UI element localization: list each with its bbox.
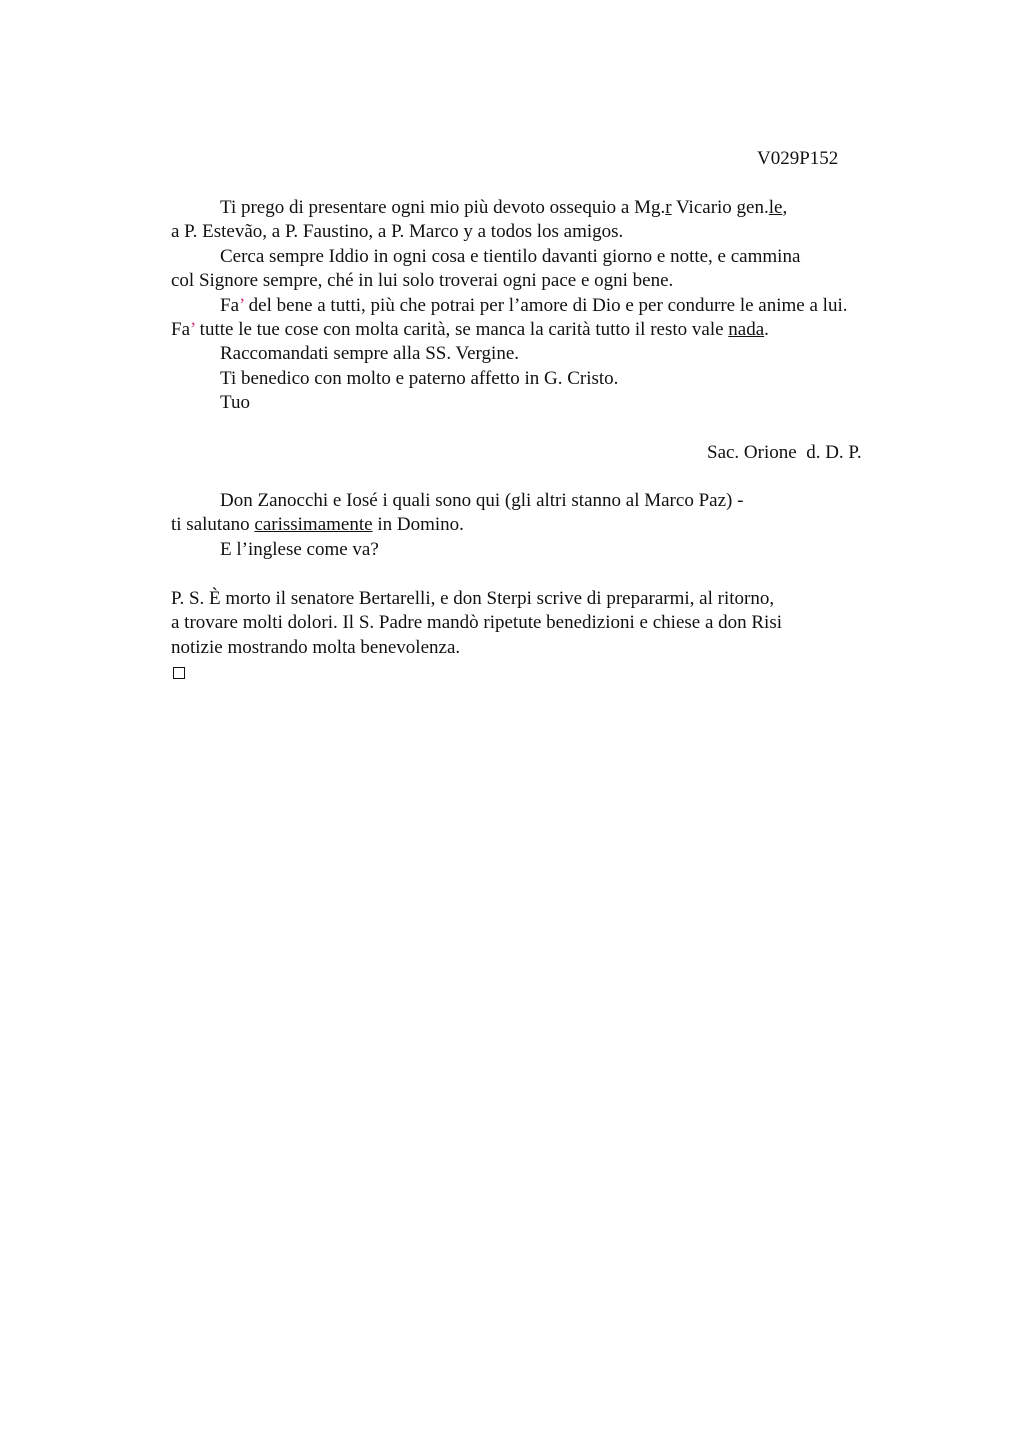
ps2-line-3: notizie mostrando molta benevolenza. (171, 636, 461, 658)
underlined-text: carissimamente (254, 514, 373, 536)
text-run: , (782, 197, 788, 218)
text-run: in Domino. (372, 514, 464, 536)
letter-line-8: Ti benedico con molto e paterno affetto in G. Cristo. (220, 367, 619, 389)
postscript-ps (171, 587, 782, 685)
signature: Sac. Orione d. D. P. (707, 442, 862, 463)
letter-line-2: a P. Estevão, a P. Faustino, a P. Marco y a todos los amigos. (171, 221, 624, 243)
letter-line-4: col Signore sempre, ché in lui solo troverai ogni pace e ogni bene. (171, 270, 674, 292)
end-mark-line (171, 660, 782, 684)
letter-line-9: Tuo (220, 392, 250, 414)
text-run: Vicario gen. (671, 197, 769, 218)
letter-line-1 (171, 196, 847, 220)
text-run: . (764, 318, 769, 340)
square-outline-icon (173, 667, 185, 679)
apostrophe-mark: ’ (239, 294, 244, 316)
underlined-text: le (768, 197, 783, 218)
apostrophe-mark: ’ (190, 318, 195, 340)
ps1-line-3: E l’inglese come va? (220, 538, 379, 560)
ps2-line-2: a trovare molti dolori. Il S. Padre mandò ripetute benedizioni e chiese a don Risi (171, 612, 783, 634)
ps1-line-1: Don Zanocchi e Iosé i quali sono qui (gli altri stanno al Marco Paz) - (220, 490, 744, 511)
letter-line-7: Raccomandati sempre alla SS. Vergine. (220, 343, 519, 365)
text-run: Fa (220, 294, 239, 316)
text-run: ti salutano (171, 514, 255, 536)
ps2-line-1: P. S. È morto il senatore Bertarelli, e don Sterpi scrive di prepararmi, al ritorno, (171, 588, 775, 609)
letter-body (171, 196, 847, 416)
text-run: tutte le tue cose con molta carità, se manca la carità tutto il resto vale (194, 318, 729, 340)
reference-code: V029P152 (757, 148, 839, 169)
text-run: Fa (171, 318, 190, 340)
postscript-greetings (171, 489, 743, 562)
letter-line-6 (171, 318, 847, 342)
text-run: Ti prego di presentare ogni mio più devoto ossequio a Mg. (220, 197, 666, 218)
ps1-line-2 (171, 513, 743, 537)
underlined-text: nada (728, 318, 765, 340)
letter-line-3: Cerca sempre Iddio in ogni cosa e tientilo davanti giorno e notte, e cammina (220, 245, 801, 267)
underlined-text: r (665, 197, 672, 218)
letter-line-5 (171, 294, 847, 318)
text-run: del bene a tutti, più che potrai per l’amore di Dio e per condurre le anime a lui. (243, 294, 848, 316)
